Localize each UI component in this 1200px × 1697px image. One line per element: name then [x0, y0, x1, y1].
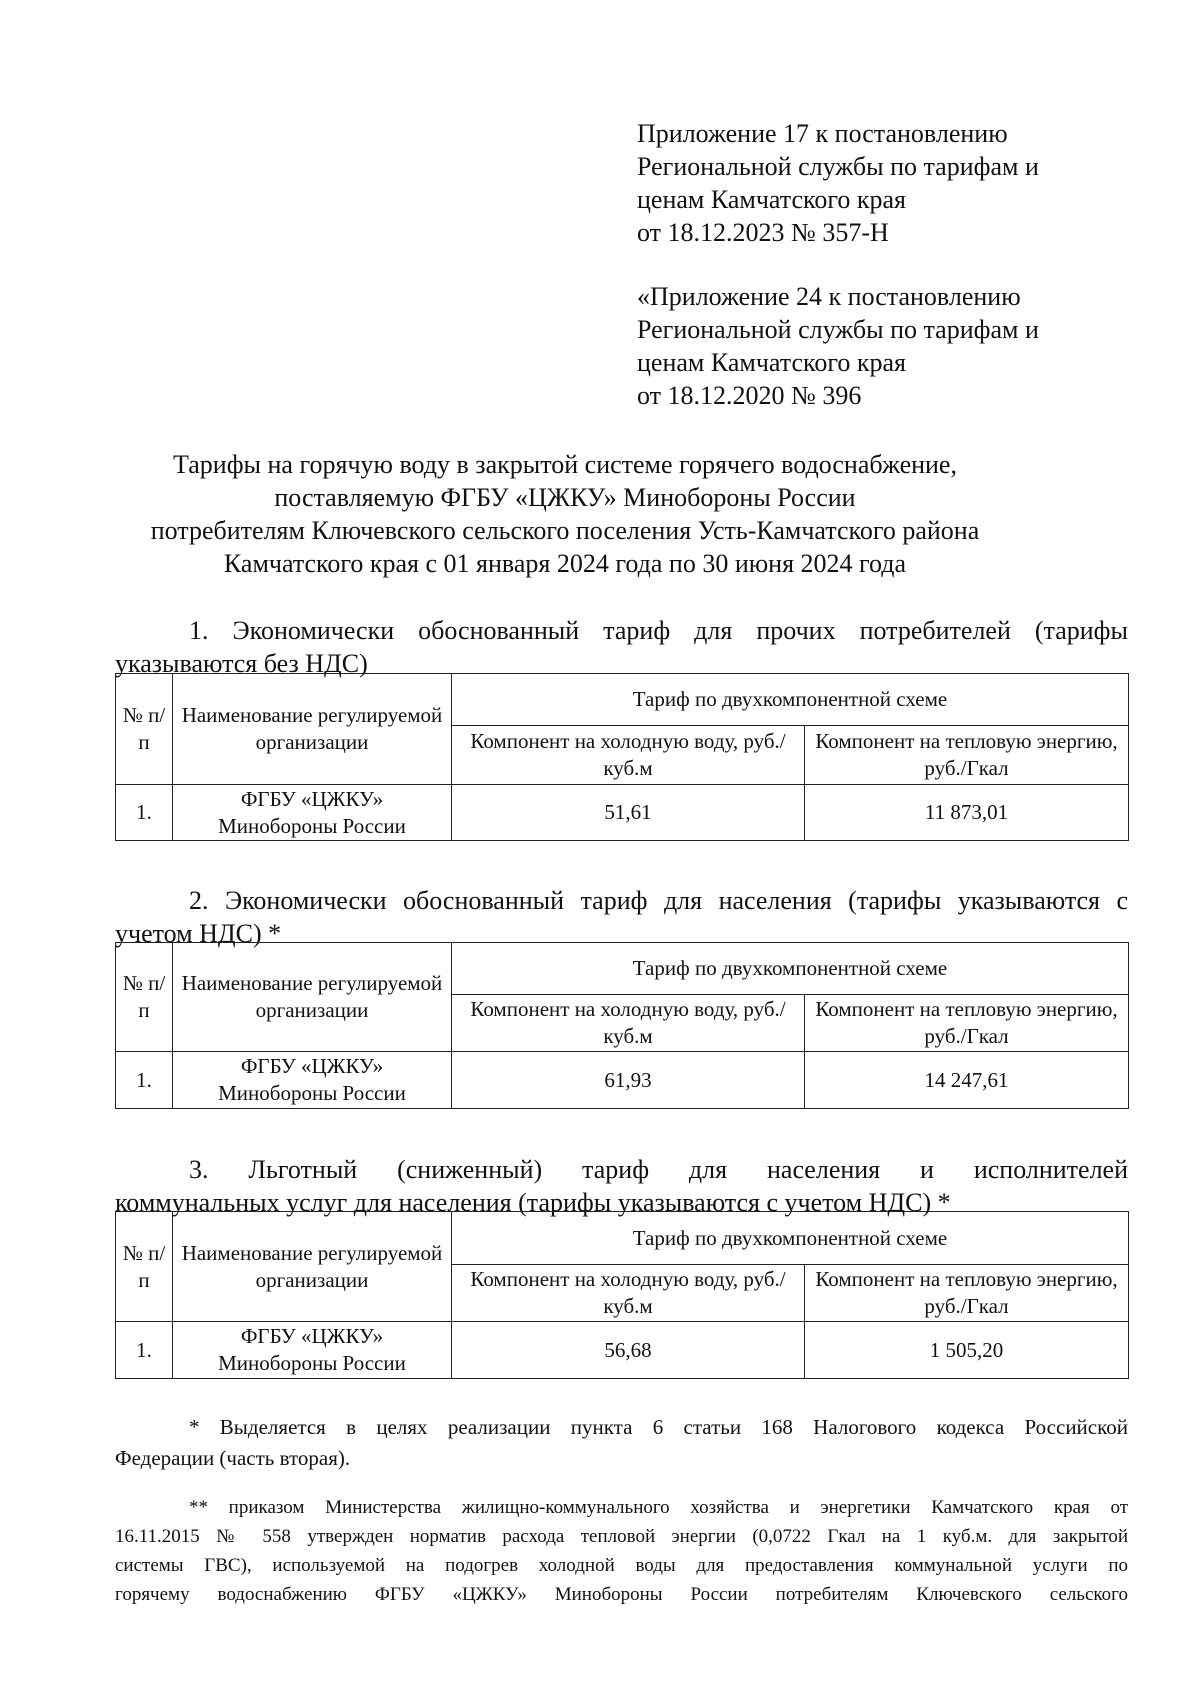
section-heading-line: указываются без НДС)	[115, 649, 368, 678]
section-heading-line: 1. Экономически обоснованный тариф для прочих потребителей (тарифы	[189, 616, 1128, 645]
footnote-line: * Выделяется в целях реализации пункта 6 статьи 168 Налогового кодекса Российской	[189, 1415, 1128, 1439]
annex-line: ценам Камчатского края	[637, 185, 906, 214]
row-heat: 11 873,01	[805, 785, 1129, 841]
annex-line: от 18.12.2020 № 396	[637, 381, 862, 410]
header-org: Наименование регулируемой организации	[173, 1212, 452, 1322]
tariff-table-1	[115, 673, 1129, 841]
annex-line: Региональной службы по тарифам и	[637, 152, 1039, 181]
section-heading-line: 2. Экономически обоснованный тариф для населения (тарифы указываются с	[189, 886, 1128, 915]
row-num: 1.	[116, 785, 173, 841]
table-row	[116, 1052, 1129, 1109]
header-scheme: Тариф по двухкомпонентной схеме	[452, 943, 1129, 995]
header-num: № п/п	[116, 943, 173, 1052]
title-line: Тарифы на горячую воду в закрытой системе горячего водоснабжение,	[173, 450, 957, 479]
footnote-line: горячему водоснабжению ФГБУ «ЦЖКУ» Минобороны России потребителям Ключевского сельского	[115, 1584, 1128, 1605]
header-org: Наименование регулируемой организации	[173, 674, 452, 785]
header-num: № п/п	[116, 674, 173, 785]
tariff-table-3	[115, 1211, 1129, 1379]
title-line: поставляемую ФГБУ «ЦЖКУ» Минобороны России	[274, 483, 856, 512]
footnote-vat	[115, 1412, 1128, 1474]
header-num: № п/п	[116, 1212, 173, 1322]
row-org: ФГБУ «ЦЖКУ» Минобороны России	[173, 785, 452, 841]
table-row	[116, 1322, 1129, 1379]
annex-line: от 18.12.2023 № 357-Н	[637, 218, 889, 247]
section-3-heading	[115, 1153, 1128, 1219]
header-heat: Компонент на тепловую энергию, руб./Гкал	[805, 995, 1129, 1052]
annex-current	[637, 117, 1039, 249]
tariff-table-2	[115, 942, 1129, 1109]
header-cold: Компонент на холодную воду, руб./куб.м	[452, 726, 805, 785]
row-num: 1.	[116, 1322, 173, 1379]
footnote-normative	[115, 1493, 1128, 1609]
footnote-line: 16.11.2015 № 558 утвержден норматив расхода тепловой энергии (0,0722 Гкал на 1 куб.м. для закрытой	[115, 1526, 1128, 1547]
section-1-heading	[115, 614, 1128, 680]
section-2-heading	[115, 884, 1128, 950]
row-org: ФГБУ «ЦЖКУ» Минобороны России	[173, 1052, 452, 1109]
footnote-line: ** приказом Министерства жилищно-коммунального хозяйства и энергетики Камчатского края от	[189, 1497, 1128, 1518]
header-scheme: Тариф по двухкомпонентной схеме	[452, 674, 1129, 726]
annex-line: Региональной службы по тарифам и	[637, 315, 1039, 344]
annex-original	[637, 280, 1039, 412]
annex-line: ценам Камчатского края	[637, 348, 906, 377]
row-heat: 14 247,61	[805, 1052, 1129, 1109]
footnote-line: Федерации (часть вторая).	[115, 1446, 351, 1470]
document-title	[115, 448, 1015, 580]
footnote-line: системы ГВС), используемой на подогрев холодной воды для предоставления коммунальной услуги по	[115, 1555, 1128, 1576]
header-cold: Компонент на холодную воду, руб./куб.м	[452, 995, 805, 1052]
title-line: Камчатского края с 01 января 2024 года по 30 июня 2024 года	[223, 549, 907, 578]
row-heat: 1 505,20	[805, 1322, 1129, 1379]
table-row	[116, 785, 1129, 841]
annex-line: «Приложение 24 к постановлению	[637, 282, 1021, 311]
annex-line: Приложение 17 к постановлению	[637, 119, 1008, 148]
header-org: Наименование регулируемой организации	[173, 943, 452, 1052]
row-cold: 56,68	[452, 1322, 805, 1379]
row-org: ФГБУ «ЦЖКУ» Минобороны России	[173, 1322, 452, 1379]
section-heading-line: 3. Льготный (сниженный) тариф для населения и исполнителей	[189, 1155, 1128, 1184]
row-cold: 61,93	[452, 1052, 805, 1109]
title-line: потребителям Ключевского сельского поселения Усть-Камчатского района	[150, 516, 980, 545]
header-scheme: Тариф по двухкомпонентной схеме	[452, 1212, 1129, 1265]
header-cold: Компонент на холодную воду, руб./куб.м	[452, 1265, 805, 1322]
section-heading-line: учетом НДС) *	[115, 919, 282, 948]
section-heading-line: коммунальных услуг для населения (тарифы указываются с учетом НДС) *	[115, 1188, 951, 1217]
row-num: 1.	[116, 1052, 173, 1109]
header-heat: Компонент на тепловую энергию, руб./Гкал	[805, 1265, 1129, 1322]
header-heat: Компонент на тепловую энергию, руб./Гкал	[805, 726, 1129, 785]
row-cold: 51,61	[452, 785, 805, 841]
